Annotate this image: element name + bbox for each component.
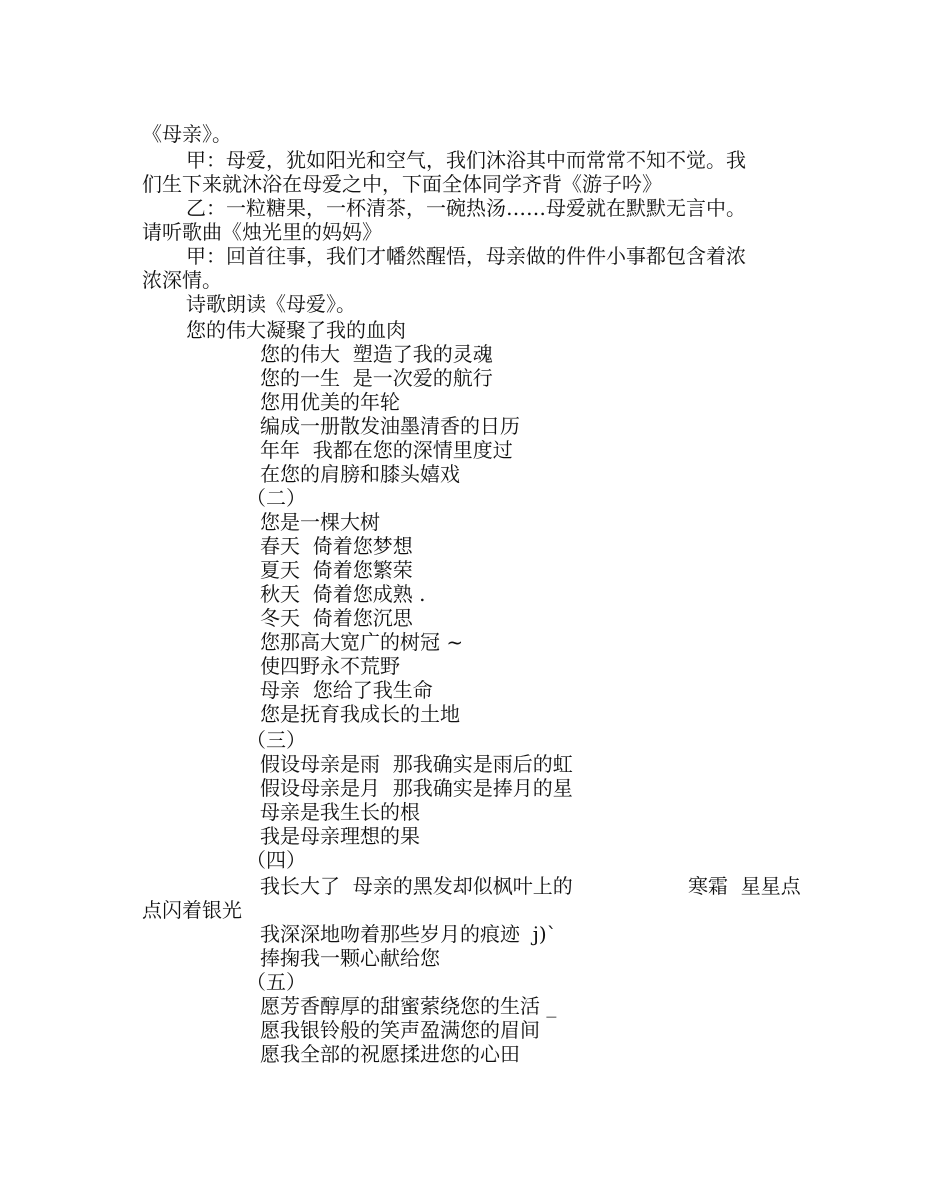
poem-line: 您是一棵大树 <box>260 510 380 534</box>
text-line: 您的伟大凝聚了我的血肉 <box>186 318 406 342</box>
poem-line: 您是抚育我成长的土地 <box>260 702 460 726</box>
poem-line: 冬天 倚着您沉思 <box>260 606 413 630</box>
poem-line: 您的一生 是一次爱的航行 <box>260 366 493 390</box>
poem-line: 在您的肩膀和膝头嬉戏 <box>260 462 460 486</box>
text-line: 诗歌朗读《母爱》。 <box>186 292 356 316</box>
poem-line: 我是母亲理想的果 <box>260 824 420 848</box>
poem-line: 母亲 您给了我生命 <box>260 678 433 702</box>
poem-line-continuation: 寒霜 星星点 <box>688 874 801 898</box>
poem-line: 母亲是我生长的根 <box>260 800 420 824</box>
poem-line: 使四野永不荒野 <box>260 654 400 678</box>
section-heading: （五） <box>246 970 306 994</box>
poem-line: 夏天 倚着您繁荣 <box>260 558 413 582</box>
poem-line: 愿我全部的祝愿揉进您的心田 <box>260 1042 520 1066</box>
text-line: 请听歌曲《烛光里的妈妈》 <box>142 220 382 244</box>
poem-line: 编成一册散发油墨清香的日历 <box>260 414 520 438</box>
poem-line: 您那高大宽广的树冠 ~ <box>260 630 464 654</box>
section-heading: （三） <box>246 728 306 752</box>
poem-line: 愿芳香醇厚的甜蜜萦绕您的生活 _ <box>260 994 557 1018</box>
section-heading: （二） <box>246 486 306 510</box>
text-line: 甲：母爱，犹如阳光和空气，我们沐浴其中而常常不知不觉。我 <box>186 148 746 172</box>
poem-line: 点闪着银光 <box>142 898 242 922</box>
poem-line: 捧掬我一颗心献给您 <box>260 946 440 970</box>
poem-line: 假设母亲是月 那我确实是捧月的星 <box>260 776 573 800</box>
poem-line: 您的伟大 塑造了我的灵魂 <box>260 342 493 366</box>
text-line: 们生下来就沐浴在母爱之中，下面全体同学齐背《游子吟》 <box>142 172 662 196</box>
poem-line: 年年 我都在您的深情里度过 <box>260 438 513 462</box>
poem-line: 假设母亲是雨 那我确实是雨后的虹 <box>260 752 573 776</box>
poem-line: 春天 倚着您梦想 <box>260 534 413 558</box>
poem-line: 您用优美的年轮 <box>260 390 400 414</box>
text-line: 《母亲》。 <box>142 122 232 146</box>
poem-line: 愿我银铃般的笑声盈满您的眉间 <box>260 1018 540 1042</box>
text-line: 浓深情。 <box>142 268 222 292</box>
poem-line: 秋天 倚着您成熟 . <box>260 582 426 606</box>
poem-line: 我长大了 母亲的黑发却似枫叶上的 <box>260 874 573 898</box>
poem-line: 我深深地吻着那些岁月的痕迹 j)` <box>260 922 557 946</box>
text-line: 乙：一粒糖果，一杯清茶，一碗热汤……母爱就在默默无言中。 <box>186 196 746 220</box>
text-line: 甲：回首往事，我们才幡然醒悟，母亲做的件件小事都包含着浓 <box>186 244 746 268</box>
section-heading: （四） <box>246 848 306 872</box>
